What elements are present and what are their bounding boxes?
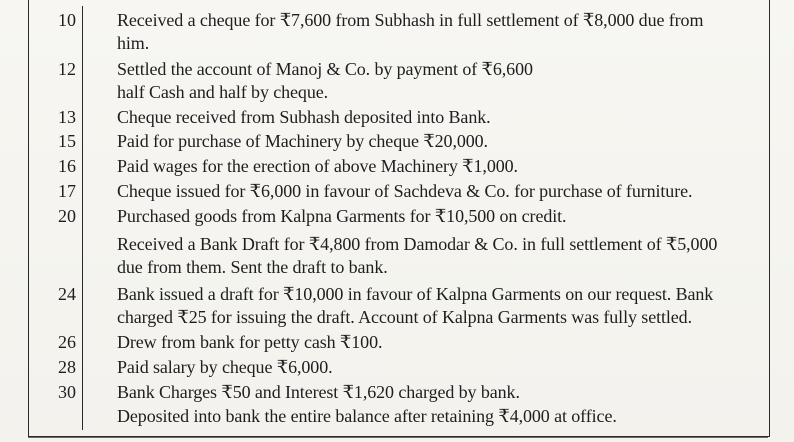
date-column-divider bbox=[82, 6, 83, 430]
transaction-description: Cheque issued for ₹6,000 in favour of Sachdeva & Co. for purchase of furniture. bbox=[117, 181, 693, 201]
transaction-date: 16 bbox=[58, 156, 76, 176]
transaction-date: 24 bbox=[58, 284, 76, 304]
transaction-date: 12 bbox=[58, 59, 76, 79]
transaction-description: Purchased goods from Kalpna Garments for ₹10,500 on credit. bbox=[117, 206, 567, 226]
transaction-description: Bank issued a draft for ₹10,000 in favour of Kalpna Garments on our request. Bank charged ₹25 for issuing the draft. Account of Kalpna Garments was fully settled. bbox=[117, 284, 714, 327]
transaction-date: 17 bbox=[58, 181, 76, 201]
transaction-description: Drew from bank for petty cash ₹100. bbox=[117, 332, 383, 352]
transaction-date: 10 bbox=[58, 10, 76, 30]
transaction-date: 30 bbox=[58, 382, 76, 402]
transaction-description: Bank Charges ₹50 and Interest ₹1,620 charged by bank. bbox=[117, 382, 520, 402]
bottom-rule bbox=[28, 437, 768, 438]
transaction-description: Cheque received from Subhash deposited into Bank. bbox=[117, 107, 491, 127]
transaction-description: Received a cheque for ₹7,600 from Subhash in full settlement of ₹8,000 due from him. bbox=[117, 10, 704, 53]
transaction-date: 15 bbox=[58, 131, 76, 151]
transaction-description: Settled the account of Manoj & Co. by payment of ₹6,600 half Cash and half by cheque. bbox=[117, 59, 533, 102]
transaction-date: 28 bbox=[58, 357, 76, 377]
transaction-description: Paid salary by cheque ₹6,000. bbox=[117, 357, 333, 377]
transaction-description: Received a Bank Draft for ₹4,800 from Damodar & Co. in full settlement of ₹5,000 due from them. Sent the draft to bank. bbox=[117, 234, 718, 277]
transaction-date: 20 bbox=[58, 206, 76, 226]
transaction-date: 13 bbox=[58, 107, 76, 127]
transaction-description: Paid for purchase of Machinery by cheque ₹20,000. bbox=[117, 131, 488, 151]
transaction-description: Deposited into bank the entire balance after retaining ₹4,000 at office. bbox=[117, 406, 617, 426]
transaction-description: Paid wages for the erection of above Machinery ₹1,000. bbox=[117, 156, 518, 176]
transaction-date: 26 bbox=[58, 332, 76, 352]
